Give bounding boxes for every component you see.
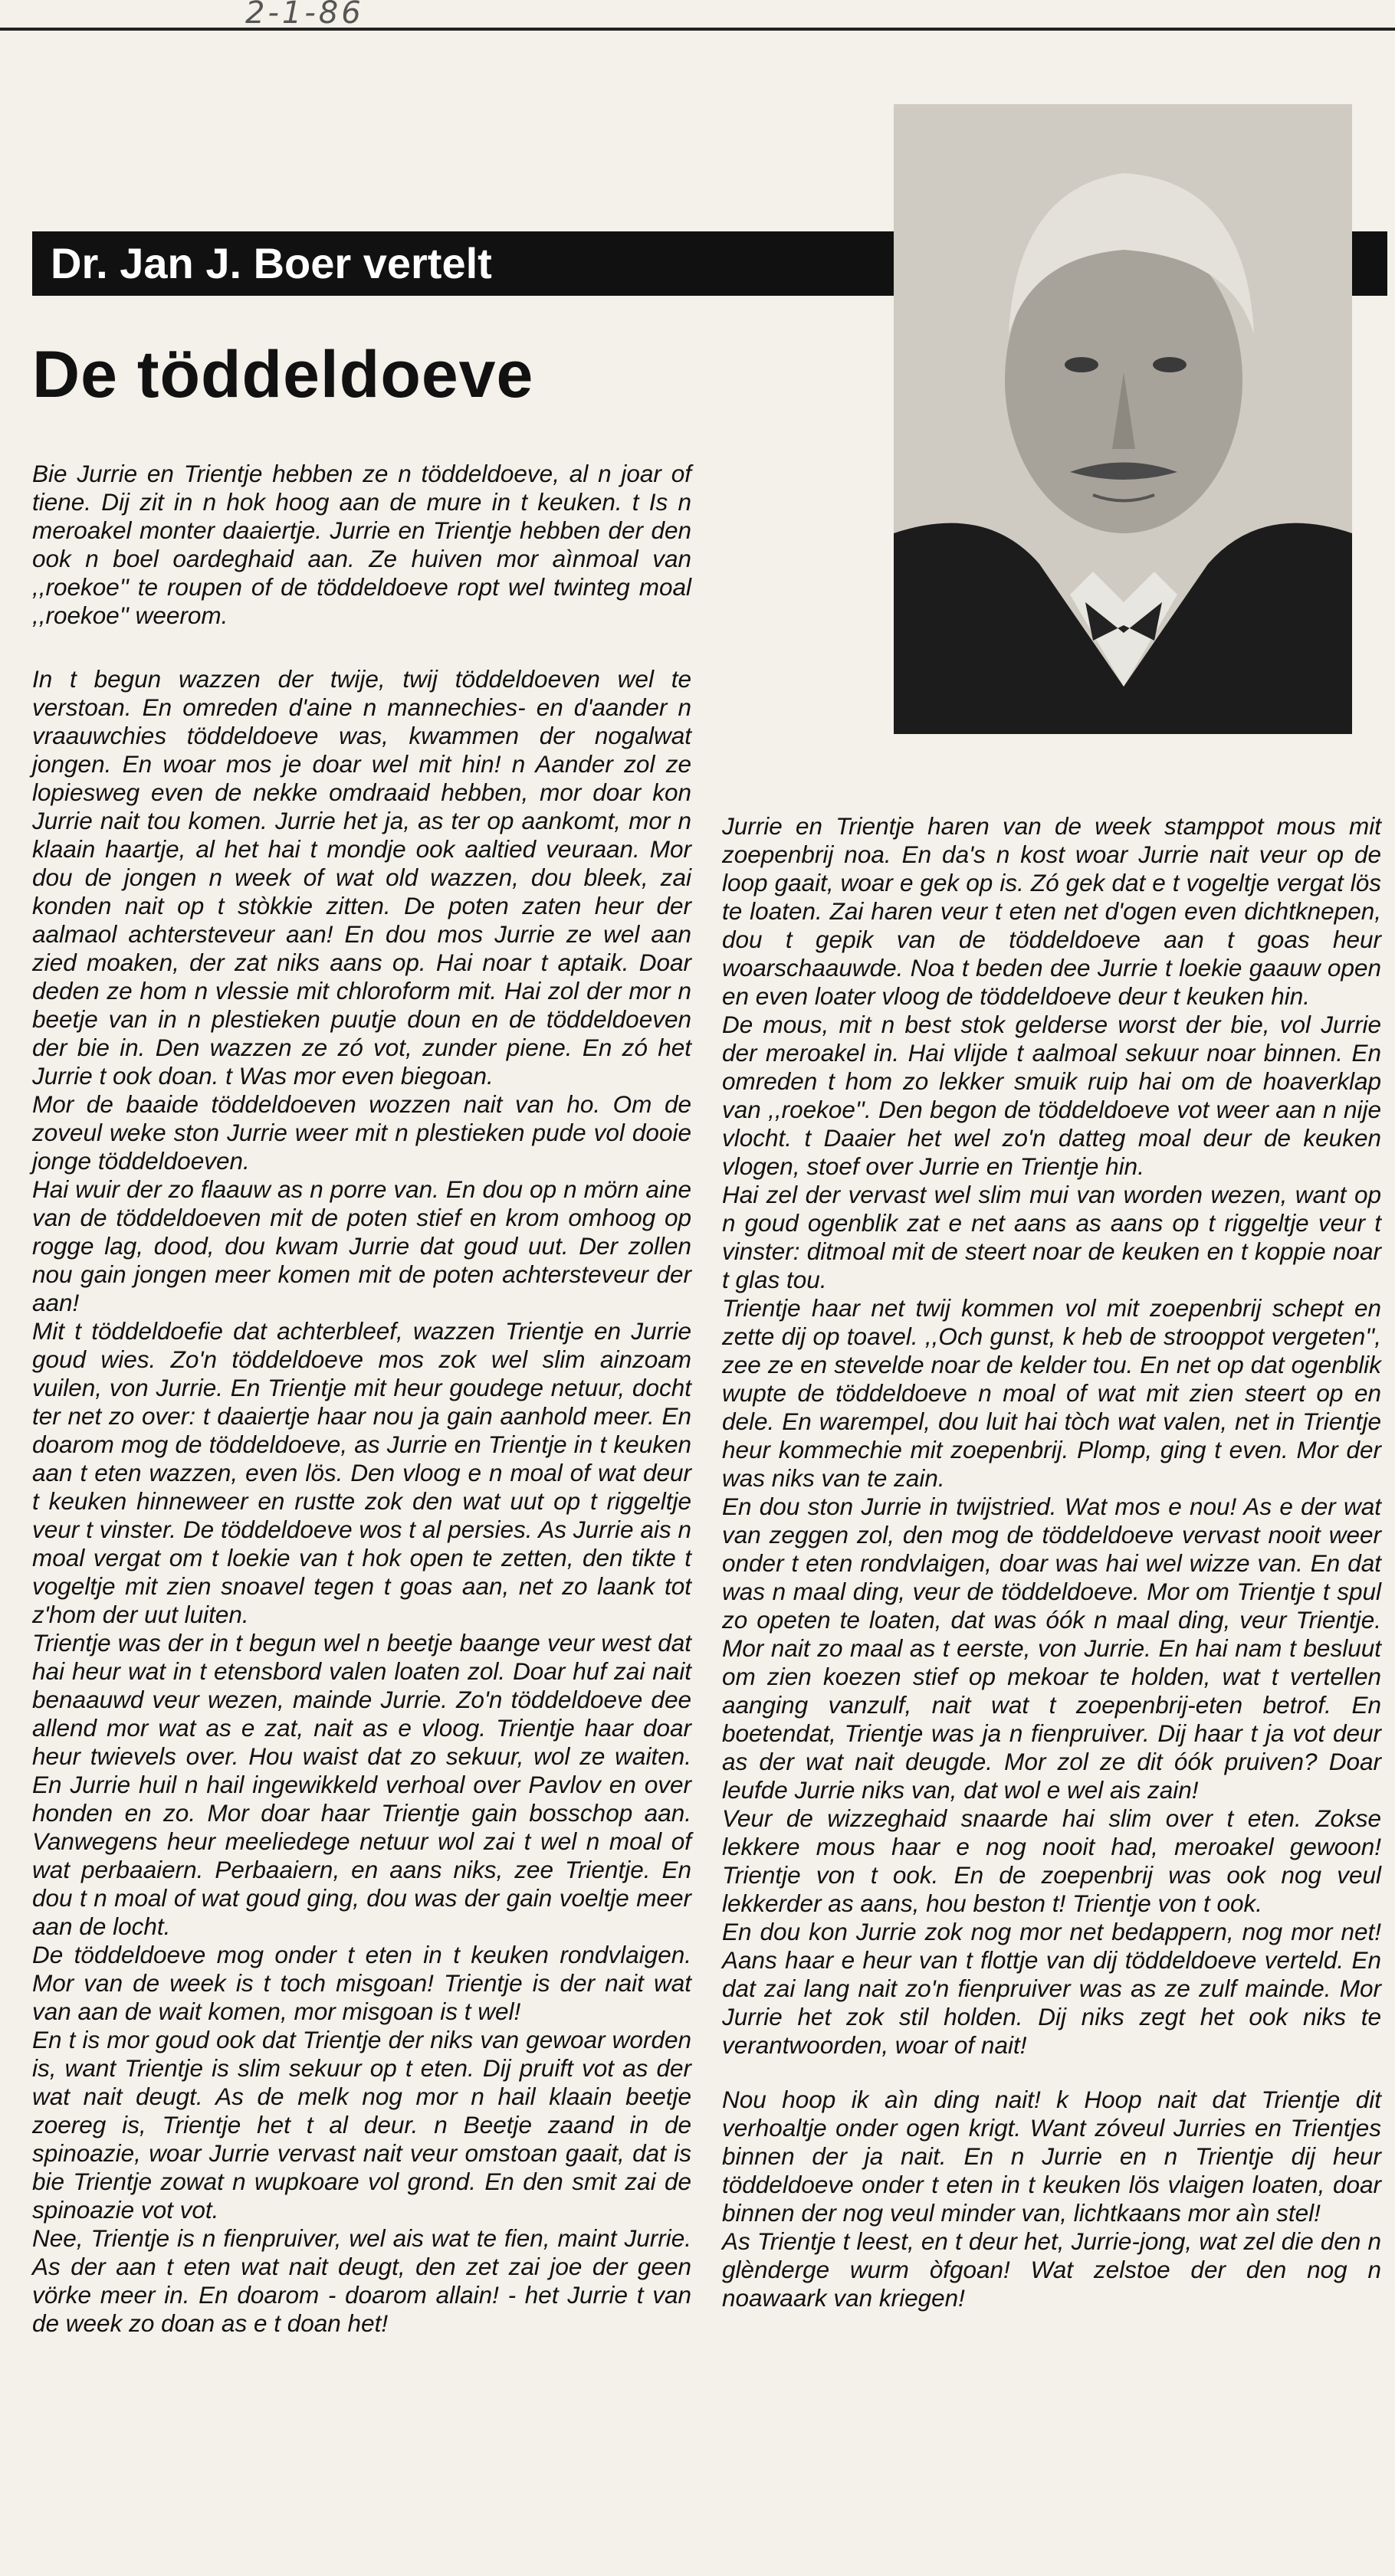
paragraph: En dou kon Jurrie zok nog mor net bedappern, nog mor net! Aans haar e heur van t flottje van dij töddeldoeve verteld. En dat zai lang nait zo'n fienpruiver was as ze zulf mainde. Mor Jurrie het zok stil holden. Dij niks zegt het ook niks te verantwoorden, woar of nait! [722,1918,1381,2059]
paragraph: Mor de baaide töddeldoeven wozzen nait van ho. Om de zoveul weke ston Jurrie weer mit n plestieken pude vol dooie jonge töddeldoeven. [32,1090,691,1175]
paragraph: Hai wuir der zo flaauw as n porre van. En dou op n mörn aine van de töddeldoeven mit de poten stief en krom omhoog op rogge lag, dood, dou kwam Jurrie dat goud uut. Der zollen nou gain jongen meer komen mit de poten achtersteveur der aan! [32,1175,691,1316]
article-headline: De töddeldoeve [32,338,534,411]
paragraph: Jurrie en Trientje haren van de week stamppot mous mit zoepenbrij noa. En da's n kost woar Jurrie nait veur op de loop gaait, woar e gek op is. Zó gek dat e t vogeltje vergat lös te loaten. Zai haren veur t eten net d'ogen even dichtknepen, dou t gepik van de töddeldoeve aan t goas heur woarschaauwde. Noa t beden dee Jurrie t loekie gaauw open en even loater vloog de töddeldoeve deur t keuken hin. [722,812,1381,1010]
handwritten-date: 2-1-86 [245,0,364,31]
portrait-photo [894,104,1352,734]
paragraph: Veur de wizzeghaid snaarde hai slim over t eten. Zokse lekkere mous haar e nog nooit had, meroakel gewoon! Trientje von t ook. En de zoepenbrij was ook nog veul lekkerder as aans, hou beston t! Trientje von t ook. [722,1804,1381,1917]
paragraph: Nee, Trientje is n fienpruiver, wel ais wat te fien, maint Jurrie. As der aan t eten wat nait deugt, den zet zai joe der geen vörke meer in. En doarom - doarom allain! - het Jurrie t van de week zo doan as e t doan het! [32,2224,691,2337]
banner-stub [1352,231,1387,296]
paragraph: Nou hoop ik aìn ding nait! k Hoop nait dat Trientje dit verhoaltje onder ogen krigt. Want zóveul Jurries en Trientjes binnen der ja nait. En n Jurrie en n Trientje dij heur töddeldoeve onder t eten in t keuken lös vlaigen loaten, doar binnen der nog veul minder van, lichtkaans mor aìn stel! [722,2086,1381,2227]
paragraph: De töddeldoeve mog onder t eten in t keuken rondvlaigen. Mor van de week is t toch misgoan! Trientje is der nait wat van aan de wait komen, mor misgoan is t wel! [32,1941,691,2025]
article-intro [32,460,691,630]
article-column-right [722,812,1381,2312]
paragraph: Trientje haar net twij kommen vol mit zoepenbrij schept en zette dij op toavel. ,,Och gunst, k heb de strooppot vergeten'', zee ze en stevelde noar de kelder tou. En net op dat ogenblik wupte de töddeldoeve n moal of wat mit zien steert op en dele. En warempel, dou luit hai tòch wat valen, net in Trientje heur kommechie mit zoepenbrij. Plomp, ging t even. Mor der was niks van te zain. [722,1294,1381,1492]
paragraph: En t is mor goud ook dat Trientje der niks van gewoar worden is, want Trientje is slim sekuur op t eten. Dij pruift vot as der wat nait deugt. As de melk nog mor n hail klaain beetje zoereg is, Trientje het t al deur. n Beetje zaand in de spinoazie, woar Jurrie vervast nait veur omstoan gaait, dat is bie Trientje zowat n wupkoare vol grond. En den smit zai de spinoazie vot vot. [32,2026,691,2224]
article-column-left [32,665,691,2338]
paragraph: De mous, mit n best stok gelderse worst der bie, vol Jurrie der meroakel in. Hai vlijde t aalmoal sekuur noar binnen. En omreden t hom zo lekker smuik ruip hai om de hoaverklap van ,,roekoe''. Den begon de töddeldoeve vot weer aan n nije vlocht. t Daaier het wel zo'n datteg moal deur de keuken vlogen, stoef over Jurrie en Trientje hin. [722,1011,1381,1180]
paragraph: As Trientje t leest, en t deur het, Jurrie-jong, wat zel die den n glènderge wurm òfgoan! Wat zelstoe der den nog n noawaark van kriegen! [722,2227,1381,2312]
portrait-photo-icon [894,104,1352,734]
paragraph: Hai zel der vervast wel slim mui van worden wezen, want op n goud ogenblik zat e net aans as aans op t riggeltje veur t vinster: ditmoal mit de steert noar de keuken en t koppie noar t glas tou. [722,1181,1381,1293]
intro-paragraph: Bie Jurrie en Trientje hebben ze n töddeldoeve, al n joar of tiene. Dij zit in n hok hoog aan de mure in t keuken. t Is n meroakel monter daaiertje. Jurrie en Trientje hebben der den ook n boel oardeghaid aan. Ze huiven mor aìnmoal van ,,roekoe'' te roupen of de töddeldoeve ropt wel twinteg moal ,,roekoe'' weerom. [32,460,691,629]
paragraph: En dou ston Jurrie in twijstried. Wat mos e nou! As e der wat van zeggen zol, den mog de töddeldoeve vervast nooit weer onder t eten rondvlaigen, doar was hai wel wizze van. En dat was n maal ding, veur de töddeldoeve. Mor om Trientje t spul zo opeten te loaten, dat was óók n maal ding, veur Trientje. Mor nait zo maal as t eerste, von Jurrie. En hai nam t besluut om zien koezen stief op mekoar te holden, wat t vertellen aanging vanzulf, nait wat t zoepenbrij-eten betrof. En boetendat, Trientje was ja n fienpruiver. Dij haar t ja vot deur as der wat nait deugde. Mor zol ze dit óók pruiven? Doar leufde Jurrie niks van, dat wol e wel ais zain! [722,1493,1381,1804]
paragraph: Mit t töddeldoefie dat achterbleef, wazzen Trientje en Jurrie goud wies. Zo'n töddeldoeve mos zok wel slim ainzoam vuilen, von Jurrie. En Trientje mit heur goudege netuur, docht ter net zo over: t daaiertje haar nou ja gain aanhold meer. En doarom mog de töddeldoeve, as Jurrie en Trientje in t keuken aan t eten wazzen, even lös. Den vloog e n moal of wat deur t keuken hinneweer en rustte zok den wat uut op t riggeltje veur t vinster. De töddeldoeve wos t al persies. As Jurrie ais n moal vergat om t loekie van t hok open te zetten, den tikte t vogeltje mit zien snoavel tegen t goas aan, net zo laank tot z'hom der uut luiten. [32,1317,691,1628]
paragraph: Trientje was der in t begun wel n beetje baange veur west dat hai heur wat in t etensbord valen loaten zol. Doar huf zai nait benaauwd veur wezen, mainde Jurrie. Zo'n töddeldoeve dee allend mor wat as e zat, nait as e vloog. Trientje haar doar heur twievels over. Hou waist dat zo sekuur, wol ze waiten. En Jurrie huil n hail ingewikkeld verhoal over Pavlov en over honden en zo. Mor doar haar Trientje gain bosschop aan. Vanwegens heur meeliedege netuur wol zai t wel n moal of wat perbaaiern. Perbaaiern, en aans niks, zee Trientje. En dou t n moal of wat goud ging, dou was der gain voeltje meer aan de locht. [32,1629,691,1940]
paragraph: In t begun wazzen der twije, twij töddeldoeven wel te verstoan. En omreden d'aine n mannechies- en d'aander n vraauwchies töddeldoeve was, kwammen der nogalwat jongen. En woar mos je doar wel mit hin! n Aander zol ze lopiesweg even de nekke omdraaid hebben, mor doar kon Jurrie nait tou komen. Jurrie het ja, as ter op aankomt, mor n klaain haartje, al het hai t mondje ook aaltied veuraan. Mor dou de jongen n week of wat old wazzen, dou bleek, zai konden nait op t stòkkie zitten. De poten zaten heur der aalmaol achtersteveur aan! En dou mos Jurrie ze wel aan zied moaken, der zat niks aans op. Hai noar t aptaik. Doar deden ze hom n vlessie mit chloroform mit. Hai zol der mor n beetje van in n plestieken puutje doun en de töddeldoeven der bie in. Den wazzen ze zó vot, zunder piene. En zó het Jurrie t ook doan. t Was mor even biegoan. [32,665,691,1090]
top-rule [0,28,1395,31]
column-banner: Dr. Jan J. Boer vertelt [32,231,898,296]
